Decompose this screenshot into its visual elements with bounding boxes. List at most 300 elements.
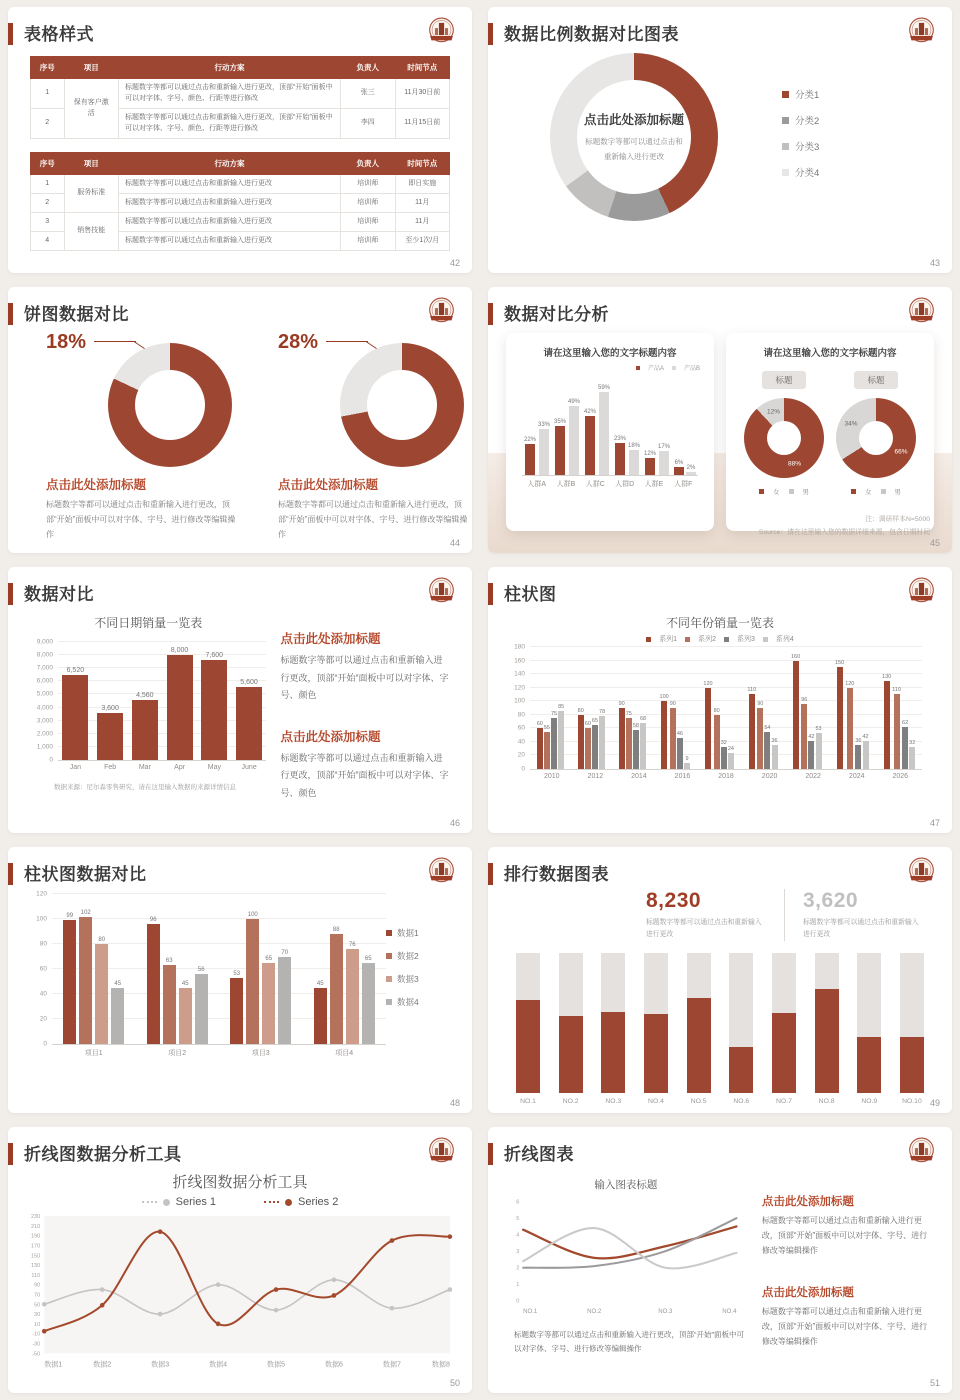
cell-owner: 张三 [341, 79, 395, 109]
chart-legend [8, 1196, 472, 1208]
legend-label: 系列3 [737, 636, 755, 643]
bar [686, 472, 696, 475]
bar-value-label: 75 [625, 711, 632, 718]
y-tick-label: 80 [39, 940, 47, 948]
bar-value-label: 45 [114, 980, 122, 987]
y-tick-label: 9,000 [36, 638, 53, 646]
bar-value-label: 4,560 [136, 692, 154, 700]
school-emblem-logo [904, 295, 939, 330]
bar-group [167, 647, 193, 760]
callout-line [94, 341, 136, 342]
bar [278, 957, 291, 1045]
bar-group [578, 708, 606, 769]
bar-group [747, 687, 777, 769]
donut-center-caption: 标题数字等都可以通过点击和重新输入进行更改 [585, 137, 683, 161]
bar-track [687, 953, 711, 1093]
bar [63, 920, 76, 1044]
bar-fill [729, 1047, 753, 1093]
bar-value-label: 33% [538, 421, 551, 428]
bar-column [592, 718, 598, 769]
category-label: NO.1 [520, 1097, 536, 1105]
slide-number: 50 [449, 1378, 460, 1388]
col-header: 负责人 [341, 153, 395, 175]
donut-comparison-card [726, 333, 934, 531]
chart-legend [782, 87, 819, 191]
category-label: 2026 [892, 773, 909, 780]
bar-group [147, 917, 208, 1044]
data-point [332, 1293, 337, 1298]
bar [569, 406, 579, 475]
cell-time: 即日实施 [395, 175, 449, 194]
legend-swatch [789, 489, 794, 494]
block-caption: 标题数字等都可以通过点击和重新输入进行更改，顶部“开始”面板中可以对字体、字号、进行修改等编辑操作 [46, 500, 236, 539]
title-accent-bar [8, 583, 13, 605]
bar-group [703, 681, 734, 769]
donut-center-title: 点击此处添加标题 [583, 113, 684, 128]
legend-label: 数据1 [397, 928, 419, 938]
data-point [100, 1287, 105, 1292]
bar-column [111, 981, 124, 1044]
y-tick-label: -30 [32, 1341, 41, 1348]
bar-value-label: 110 [892, 687, 902, 694]
bar-group [132, 692, 158, 760]
legend-dot [163, 1199, 170, 1206]
slide-48-thumbnail[interactable] [8, 847, 472, 1113]
block-body: 标题数字等都可以通过点击和重新输入进行更改，顶部“开始”面板中可以对字体、字号、进行修改等编辑操作 [761, 1307, 928, 1346]
donut-pair [738, 371, 922, 496]
bar [659, 451, 669, 475]
bar-column [147, 917, 160, 1044]
y-tick-label: 130 [30, 1263, 41, 1270]
donut-block [744, 371, 824, 496]
bar-fill [559, 1016, 583, 1093]
legend-item [782, 165, 819, 179]
legend-line [264, 1201, 279, 1203]
bar-value-label: 2% [686, 465, 696, 472]
y-tick-label: 80 [517, 711, 525, 719]
percentage-label: 28% [278, 331, 319, 353]
x-tick-label: 数据2 [93, 1361, 112, 1369]
bar-group [62, 667, 88, 760]
bar [863, 741, 869, 769]
bar [714, 715, 720, 769]
bar-track [857, 953, 881, 1093]
school-emblem-logo [424, 575, 459, 610]
bar [640, 723, 646, 769]
y-tick-label: -50 [32, 1351, 41, 1358]
school-emblem-icon [424, 1135, 459, 1170]
legend-swatch [386, 999, 392, 1005]
content-columns [8, 605, 472, 802]
bar [163, 965, 176, 1044]
school-emblem-icon [904, 15, 939, 50]
legend-label: 女 [865, 489, 872, 496]
bar-group [63, 910, 124, 1045]
line-chart [18, 1210, 462, 1369]
category-label: 2020 [761, 773, 778, 780]
bar-group [584, 385, 610, 475]
bar-column [551, 711, 557, 769]
bar-value-label: 32 [909, 740, 916, 747]
bar-plot-area [36, 890, 386, 1048]
bar-column [686, 465, 696, 475]
bar-fill [857, 1037, 881, 1093]
bar-value-label: 42 [862, 733, 869, 740]
x-tick-label: NO.4 [722, 1307, 737, 1315]
chart-title: 不同年份销量一览表 [665, 616, 774, 630]
donut-block [836, 371, 916, 496]
slide-45-thumbnail[interactable] [488, 287, 952, 553]
school-emblem-logo [904, 15, 939, 50]
stat-value: 3,620 [803, 889, 859, 912]
y-tick-label: 1,000 [36, 743, 53, 751]
bar-value-label: 120 [845, 680, 855, 687]
grouped-bar-chart [522, 386, 698, 489]
col-header: 序号 [31, 57, 65, 79]
category-label: 2024 [848, 773, 865, 780]
donut-chart [550, 53, 718, 221]
bar-column [644, 451, 656, 475]
bar [633, 730, 639, 769]
bar [721, 747, 727, 769]
title-accent-bar [488, 303, 493, 325]
bar-value-label: 75 [550, 711, 558, 718]
bar-value-label: 88 [332, 927, 340, 933]
x-tick-label: 数据4 [209, 1361, 228, 1369]
category-label: NO.4 [648, 1097, 664, 1105]
bar-value-label: 96 [801, 696, 808, 703]
bar [585, 416, 595, 475]
bar-track [601, 953, 625, 1093]
col-header: 时间节点 [395, 153, 449, 175]
y-tick-label: -10 [32, 1331, 41, 1338]
ranking-bar-chart [516, 953, 924, 1105]
category-axis [58, 764, 266, 771]
percentage-label: 18% [46, 331, 87, 353]
bar-value-label: 36 [771, 737, 778, 744]
y-tick-label: 0 [49, 756, 53, 764]
legend-item [386, 996, 472, 1008]
title-accent-bar [488, 863, 493, 885]
gridline [52, 893, 386, 894]
legend-swatch [759, 489, 764, 494]
text-block [280, 629, 450, 705]
slide-title: 数据比例数据对比图表 [504, 25, 679, 44]
bar-column [771, 738, 777, 769]
slide-47-thumbnail[interactable] [488, 567, 952, 833]
bar-group [614, 436, 640, 475]
donut-hole [859, 421, 893, 455]
card-title: 请在这里输入您的文字标题内容 [763, 348, 897, 359]
cell-time: 至少1次/月 [395, 232, 449, 251]
category-label: NO.7 [776, 1097, 792, 1105]
callout-line [326, 341, 368, 342]
bar-column [62, 667, 88, 760]
category-label: 人群A [527, 481, 546, 488]
title-accent-bar [488, 23, 493, 45]
bar [677, 738, 683, 769]
bar-fill [815, 989, 839, 1093]
slide-50-thumbnail[interactable] [8, 1127, 472, 1393]
bar [346, 949, 359, 1044]
legend-item [386, 973, 472, 985]
bar [362, 963, 375, 1044]
bar-value-label: 80 [98, 937, 106, 943]
slide-42-thumbnail[interactable] [8, 7, 472, 273]
slide-43-thumbnail[interactable] [488, 7, 952, 273]
legend-swatch [763, 637, 768, 642]
bar-column [863, 734, 869, 769]
legend-swatch [636, 366, 640, 370]
bar-plot-area [522, 386, 698, 476]
bar [619, 708, 625, 769]
table-row [31, 175, 450, 194]
bar-column [677, 731, 683, 769]
data-point [448, 1287, 453, 1292]
y-tick-label: 20 [517, 751, 525, 759]
data-point [216, 1322, 221, 1327]
ranking-bar [687, 953, 711, 1105]
text-column [748, 1165, 952, 1357]
y-tick-label: 2,000 [36, 730, 53, 738]
gridline [58, 641, 266, 642]
legend-item [264, 1196, 338, 1208]
ranking-bar [815, 953, 839, 1105]
bar [629, 450, 639, 475]
cell-project: 服务标准 [64, 175, 118, 213]
bar-track [559, 953, 583, 1093]
bar [772, 745, 778, 769]
bar [578, 715, 584, 769]
bar-column [346, 942, 359, 1044]
bar-column [670, 701, 676, 769]
bar-group [554, 399, 580, 475]
category-label: 项目3 [251, 1050, 270, 1057]
note-line: 注：调研样本N=5000 [865, 516, 930, 524]
chart-title: 输入图表标题 [594, 1179, 658, 1191]
bar [558, 711, 564, 769]
y-tick-label: 150 [30, 1253, 41, 1260]
category-label: 2014 [631, 773, 647, 780]
data-point [274, 1287, 279, 1292]
cell-owner: 培训师 [341, 232, 395, 251]
bar-column [167, 647, 193, 760]
ranking-bar [729, 953, 753, 1105]
bar-column [163, 958, 176, 1044]
bar-value-label: 6,520 [66, 666, 85, 674]
bar-column [619, 701, 625, 769]
bar-value-label: 102 [80, 909, 91, 916]
school-emblem-logo [424, 295, 459, 330]
school-emblem-icon [904, 1135, 939, 1170]
legend-swatch [782, 143, 789, 150]
bar-value-label: 6% [674, 459, 684, 466]
block-title: 点击此处添加标题 [761, 1196, 854, 1208]
donut-with-callout [46, 327, 240, 475]
cell-action: 标题数字等都可以通过点击和重新输入进行更改，顶部“开始”面板中可以对字体、字号、颜色、行距等进行修改 [118, 79, 340, 109]
bar-track [516, 953, 540, 1093]
block-title: 点击此处添加标题 [761, 1287, 854, 1300]
slide-title: 饼图数据对比 [24, 305, 129, 324]
cell-no: 1 [31, 79, 65, 109]
bar-value-label: 100 [247, 912, 258, 918]
bar-column [201, 652, 227, 760]
legend-label: 系列1 [659, 636, 678, 643]
y-tick-label: 140 [514, 670, 525, 678]
bar-value-label: 90 [669, 701, 676, 707]
bar-value-label: 80 [713, 707, 720, 714]
bar [330, 934, 343, 1044]
legend-label: 数据3 [397, 974, 419, 984]
cell-owner: 培训师 [341, 213, 395, 232]
legend-label: 产品A [647, 366, 664, 372]
block-title: 点击此处添加标题 [280, 729, 381, 744]
y-tick-label: 8,000 [36, 651, 53, 659]
slide-51-thumbnail[interactable] [488, 1127, 952, 1393]
slide-46-thumbnail[interactable] [8, 567, 472, 833]
legend-line [142, 1201, 157, 1203]
y-tick-label: 3,000 [36, 717, 53, 725]
stat-caption: 标题数字等都可以通过点击和重新输入进行更改 [646, 919, 762, 938]
bar-comparison-card [506, 333, 714, 531]
col-header: 项目 [64, 57, 118, 79]
y-tick-label: 0 [516, 1298, 520, 1305]
legend-label: 系列2 [698, 636, 716, 643]
cell-time: 11月 [395, 194, 449, 213]
bar-value-label: 59% [598, 385, 611, 392]
bar-value-label: 35% [553, 418, 566, 425]
x-tick-label: 数据8 [431, 1361, 450, 1369]
cell-action: 标题数字等都可以通过点击和重新输入进行更改，顶部“开始”面板中可以对字体、字号、颜色、行距等进行修改 [118, 109, 340, 139]
bar-fill [772, 1013, 796, 1093]
category-label: 2010 [543, 773, 560, 780]
school-emblem-icon [424, 15, 459, 50]
bar-value-label: 160 [791, 653, 801, 660]
legend-label: Series 1 [175, 1196, 216, 1208]
bar-column [845, 681, 854, 769]
legend-label: 产品B [683, 366, 700, 372]
slide-number: 48 [449, 1098, 460, 1108]
category-label: 2018 [718, 773, 734, 780]
data-point [42, 1302, 47, 1307]
bar [884, 681, 890, 769]
bar [645, 458, 655, 475]
bar-groups [58, 643, 266, 760]
donut-with-callout [278, 327, 472, 475]
legend-swatch [782, 117, 789, 124]
bar-column [835, 660, 844, 769]
x-tick-label: 数据7 [382, 1361, 401, 1369]
cell-no: 2 [31, 109, 65, 139]
school-emblem-icon [424, 575, 459, 610]
data-point [274, 1308, 279, 1313]
bar-column [801, 697, 807, 769]
block-title: 点击此处添加标题 [46, 478, 147, 492]
card-title: 请在这里输入您的文字标题内容 [543, 348, 677, 359]
slide-number: 49 [929, 1098, 940, 1108]
slide-number: 43 [929, 258, 940, 268]
donut-hole [367, 370, 437, 440]
school-emblem-logo [904, 855, 939, 890]
category-label: NO.10 [902, 1097, 922, 1105]
slide-44-thumbnail[interactable] [8, 287, 472, 553]
bar [661, 701, 667, 769]
bar-value-label: 17% [658, 444, 671, 451]
slide-49-thumbnail[interactable] [488, 847, 952, 1113]
bar-column [179, 981, 192, 1044]
bar-column [599, 709, 605, 769]
bar-group [674, 460, 696, 475]
bar-column [902, 720, 908, 769]
slice-label: 66% [894, 448, 908, 456]
bar-column [314, 981, 327, 1044]
x-tick-label: 数据6 [324, 1361, 343, 1369]
y-tick-label: 1 [516, 1282, 520, 1289]
bar-column [524, 437, 536, 475]
donut-section [488, 53, 952, 221]
y-tick-label: 5 [516, 1216, 520, 1223]
y-tick-label: 160 [514, 657, 525, 665]
y-tick-label: 7,000 [36, 664, 53, 672]
y-tick-label: 120 [514, 684, 525, 692]
category-label: 2022 [805, 773, 821, 780]
bar-track [900, 953, 924, 1093]
chart-column [8, 605, 272, 802]
category-label: Feb [104, 764, 117, 771]
x-tick-label: 数据1 [44, 1361, 63, 1369]
bar-column [757, 701, 763, 769]
bar-column [362, 956, 375, 1044]
donut-chart [744, 398, 824, 478]
bar-fill [601, 1012, 625, 1093]
bar-group [524, 422, 550, 475]
data-point [448, 1234, 453, 1239]
bar-column [558, 704, 564, 769]
bar-value-label: 65 [265, 955, 273, 962]
title-accent-bar [8, 303, 13, 325]
donut-chart [108, 343, 232, 467]
slide-title: 数据对比分析 [504, 305, 609, 324]
bar-group [619, 701, 647, 769]
block-title: 点击此处添加标题 [278, 478, 379, 492]
title-accent-bar [8, 863, 13, 885]
bar-column [892, 687, 901, 769]
bar-column [538, 422, 550, 475]
bar-value-label: 53 [233, 970, 241, 977]
x-tick-label: 数据3 [151, 1361, 170, 1369]
bar [757, 708, 763, 769]
bar-value-label: 42% [583, 408, 596, 415]
bar-chart [36, 638, 266, 771]
bar-value-label: 18% [628, 442, 641, 449]
bar [626, 718, 632, 769]
bar [79, 917, 92, 1045]
y-tick-label: 90 [34, 1282, 41, 1289]
category-label: NO.6 [733, 1097, 750, 1105]
bar-column [721, 740, 727, 769]
bar [837, 667, 843, 769]
bar [909, 747, 915, 769]
bar-value-label: 5,600 [240, 678, 258, 686]
category-label: 人群B [556, 481, 576, 488]
pie-comparison-section [8, 327, 472, 542]
bar-column [658, 444, 670, 475]
data-point [216, 1282, 221, 1287]
bar-plot-area [36, 638, 266, 764]
bar-fill [687, 998, 711, 1093]
bar [585, 728, 591, 769]
legend-label: 数据4 [397, 997, 419, 1007]
